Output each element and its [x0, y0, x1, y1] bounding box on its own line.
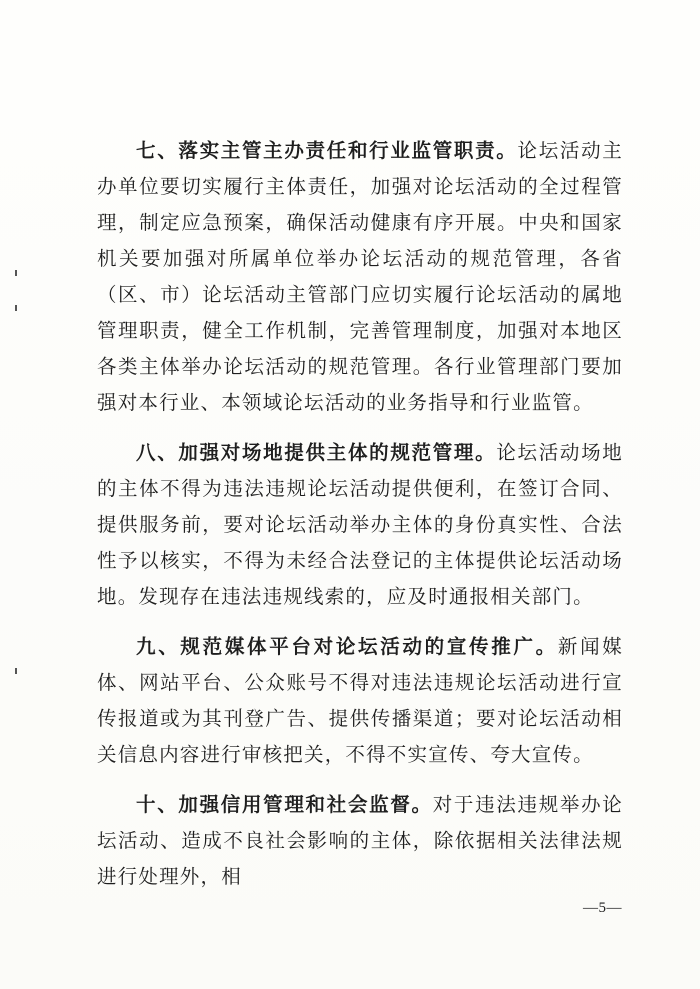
paragraph-heading: 九、规范媒体平台对论坛活动的宣传推广。 [136, 635, 558, 658]
paragraph-heading: 七、落实主管主办责任和行业监管职责。 [136, 139, 518, 162]
binding-mark [15, 270, 17, 276]
document-body [97, 133, 623, 909]
paragraph-10 [97, 787, 623, 895]
binding-mark [15, 305, 17, 311]
paragraph-8 [97, 435, 623, 615]
paragraph-text: 论坛活动场地的主体不得为违法违规论坛活动提供便利，在签订合同、提供服务前，要对论坛活动举办主体的身份真实性、合法性予以核实，不得为未经合法登记的主体提供论坛活动场地。发现存在违法违规线索的，应及时通报相关部门。 [97, 441, 624, 608]
paragraph-text: 论坛活动主办单位要切实履行主体责任，加强对论坛活动的全过程管理，制定应急预案，确保活动健康有序开展。中央和国家机关要加强对所属单位举办论坛活动的规范管理，各省（区、市）论坛活动主管部门应切实履行论坛活动的属地管理职责，健全工作机制，完善管理制度，加强对本地区各类主体举办论坛活动的规范管理。各行业管理部门要加强对本行业、本领域论坛活动的业务指导和行业监管。 [97, 139, 623, 414]
binding-mark [15, 668, 17, 674]
page-number: —5— [583, 900, 622, 916]
paragraph-text: 对于违法违规举办论坛活动、造成不良社会影响的主体，除依据相关法律法规进行处理外，相 [97, 793, 623, 888]
paragraph-heading: 八、加强对场地提供主体的规范管理。 [136, 441, 497, 464]
paragraph-heading: 十、加强信用管理和社会监督。 [136, 793, 433, 816]
paragraph-text: 新闻媒体、网站平台、公众账号不得对违法违规论坛活动进行宣传报道或为其刊登广告、提供传播渠道；要对论坛活动相关信息内容进行审核把关，不得不实宣传、夸大宣传。 [97, 635, 623, 766]
paragraph-7 [97, 133, 623, 421]
paragraph-9 [97, 629, 623, 773]
